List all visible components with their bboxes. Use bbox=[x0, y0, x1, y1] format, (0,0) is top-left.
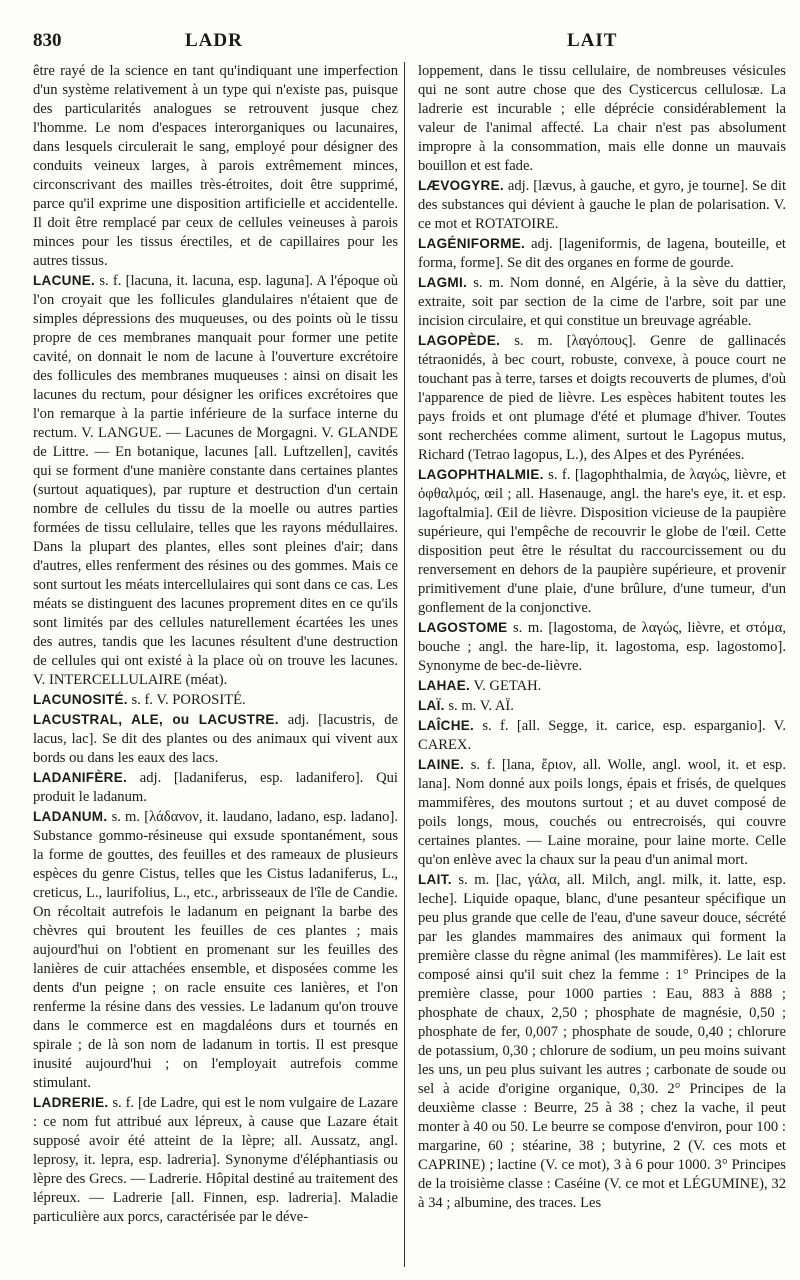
definition: s. f. [all. Segge, it. carice, esp. esparganio]. V. CAREX. bbox=[418, 718, 786, 753]
definition: s. f. [lagophthalmia, de λαγώς, lièvre, et ὀφθαλμός, œil ; all. Hasenauge, angl. the hare's eye, it. et esp. lagoftalmia]. Œil de lièvre. Disposition vicieuse de la paupière supérieure, qui l'empêche de recouvrir le globe de l'œil. Cette disposition peut être le résultat du raccourcissement ou du renversement en dehors de la paupière supérieure, et provenir primitivement d'une plaie, d'une brûlure, d'une tumeur, d'un gonflement de la conjonctive. bbox=[418, 467, 786, 616]
headword: LAINE. bbox=[418, 757, 465, 772]
definition: s. m. [λάδανον, it. laudano, ladano, esp. ladano]. Substance gommo-résineuse qui exsude spontanément, sous la forme de gouttes, des feuilles et des rameaux de plusieurs espèces du genre Cistus, telles que les Cistus ladaniferus, L., creticus, L., laurifolius, L., etc., arbrisseaux de l'île de Candie. On récoltait autrefois le ladanum en peignant la barbe des chèvres qui broutent les feuilles de ces plantes ; mais aujourd'hui on l'obtient en promenant sur les feuilles des lanières de cuir attachées ensemble, et disposées comme les dents d'un peigne ; on racle ensuite ces lanières, et l'on renferme la résine dans des vessies. Le ladanum qu'on trouve dans le commerce est en magdaléons durs et tournés en spirale ; de là son nom de ladanum in tortis. Il est presque inusité aujourd'hui ; on l'employait autrefois comme stimulant. bbox=[33, 809, 398, 1091]
entry-laine bbox=[418, 755, 786, 870]
headword: LADANUM. bbox=[33, 809, 108, 824]
entry-lahae bbox=[418, 676, 786, 696]
headword: LAGÉNIFORME. bbox=[418, 236, 526, 251]
definition: adj. [lævus, à gauche, et gyro, je tourne]. Se dit des substances qui dévient à gauche le plan de polarisation. V. ce mot et ROTATOIRE. bbox=[418, 178, 786, 232]
headword: LACUSTRAL, ALE, ou LACUSTRE. bbox=[33, 712, 279, 727]
headword: LACUNOSITÉ. bbox=[33, 692, 128, 707]
headword: LAIT. bbox=[418, 872, 452, 887]
headword: LAGOPÈDE. bbox=[418, 333, 501, 348]
left-running-head: LADR bbox=[185, 30, 243, 51]
headword: LADRERIE. bbox=[33, 1095, 109, 1110]
headword: LACUNE. bbox=[33, 273, 96, 288]
headword: LAGOSTOME bbox=[418, 620, 508, 635]
right-running-head: LAIT bbox=[567, 30, 618, 51]
definition: adj. [lacustris, de lacus, lac]. Se dit des plantes ou des animaux qui vivent aux bords ou dans les eaux des lacs. bbox=[33, 712, 398, 766]
headword: LAÎCHE. bbox=[418, 718, 475, 733]
right-column bbox=[418, 62, 786, 1272]
definition: s. m. Nom donné, en Algérie, à la sève du dattier, extraite, soit par section de la cime de l'arbre, soit par une incision circulaire, et qui constitue un breuvage agréable. bbox=[418, 275, 786, 329]
headword: LAHAE. bbox=[418, 678, 471, 693]
definition: s. m. [lac, γάλα, all. Milch, angl. milk, it. latte, esp. leche]. Liquide opaque, blanc, d'une pesanteur spécifique un peu plus grande que celle de l'eau, d'une saveur douce, sécrété par les glandes mammaires des animaux qui forment la première classe du règne animal (les mammifères). Le lait est composé ainsi qu'il suit chez la femme : 1° Principes de la première classe, pour 1000 parties : Eau, 883 à 888 ; phosphate de chaux, 2,50 ; phosphate de magnésie, 0,50 ; phosphate de fer, 0,007 ; phosphate de soude, 0,40 ; chlorure de potassium, 0,30 ; chlorure de sodium, un peu moins suivant les uns, un peu plus suivant les autres ; carbonate de soude ou sel à acide d'origine organique, 0,30. 2° Principes de la deuxième classe : Beurre, 25 à 38 ; chez la vache, il peut monter à 40 ou 50. Le beurre se compose d'environ, pour 100 : margarine, 60 ; stéarine, 38 ; butyrine, 2 (V. ces mots et CAPRINE) ; lactine (V. ce mot), 3 à 6 pour 1000. 3° Principes de la troisième classe : Caséine (V. ce mot et LÉGUMINE), 32 à 34 ; albumine, des traces. Les bbox=[418, 872, 786, 1211]
entry-ladrerie bbox=[33, 1093, 398, 1227]
definition: s. f. [de Ladre, qui est le nom vulgaire de Lazare : ce nom fut attribué aux lépreux, à cause que Lazare était supposé avoir été atteint de la lèpre; all. Aussatz, angl. leprosy, it. lepra, esp. ladreria]. Synonyme d'éléphantiasis ou lèpre des Grecs. — Ladrerie. Hôpital destiné au traitement des lépreux. — Ladrerie [all. Finnen, esp. ladreria]. Maladie particulière aux porcs, caractérisée par le déve- bbox=[33, 1095, 398, 1225]
entry-laevogyre bbox=[418, 176, 786, 234]
entry-lagmi bbox=[418, 273, 786, 331]
entry-ladanifere bbox=[33, 768, 398, 807]
continuation-text: loppement, dans le tissu cellulaire, de nombreuses vésicules qui ne sont autre chose que des Cysticercus cellulosæ. La ladrerie est incurable ; elle déprécie considérablement la valeur de l'animal affecté. La chair n'est pas absolument impropre à la consommation, mais elle donne un mauvais bouillon et est fade. bbox=[418, 63, 786, 174]
definition: s. m. [λαγόπους]. Genre de gallinacés tétraonidés, à bec court, robuste, convexe, à pouce court ne touchant pas à terre, tarses et doigts recouverts de plumes, d'où l'apparence de pied de lièvre. Les espèces habitent toutes les pays froids et ont plumage d'été et plumage d'hiver. Toutes sont recherchées comme aliment, surtout le Lagopus mutus, Richard (Tetrao lagopus, L.), des Alpes et des Pyrénées. bbox=[418, 333, 786, 463]
entry-laiche bbox=[418, 716, 786, 755]
headword: LÆVOGYRE. bbox=[418, 178, 504, 193]
definition: adj. [ladaniferus, esp. ladanifero]. Qui produit le ladanum. bbox=[33, 770, 398, 805]
entry-lacustral bbox=[33, 710, 398, 768]
definition: s. f. [lacuna, it. lacuna, esp. laguna]. A l'époque où l'on croyait que les follicules glandulaires n'étaient que de simples dépressions des muqueuses, ou des points où le tissu propre de ces membranes manquait pour former une petite cavité, on donnait le nom de lacune à l'ouverture excrétoire des follicules des membranes muqueuses : ainsi on disait les lacunes du rectum, pour désigner les orifices excrétoires que l'on remarque à la partie inférieure de la surface interne du rectum. V. LANGUE. — Lacunes de Morgagni. V. GLANDE de Littre. — En botanique, lacunes [all. Luftzellen], cavités qui se forment d'une manière constante dans certaines plantes (surtout aquatiques), par rupture et destruction d'un certain nombre de cellules du tissu de la moelle ou autres parties formées de tissu cellulaire, telles que les rayons médullaires. Dans la plupart des plantes, elles sont pleines d'air; dans d'autres, elles renferment des résines ou des gommes. Mais ce sont surtout les méats intercellulaires qui sont dans ce cas. Les méats se distinguent des lacunes proprement dites en ce qu'ils sont limités par des cellules naturellement écartées les unes des autres, tandis que les lacunes résultent d'une destruction de cellules qui ont existé à la place où on trouve les lacunes. V. INTERCELLULAIRE (méat). bbox=[33, 273, 398, 688]
entry-lagostome bbox=[418, 618, 786, 676]
headword: LAGMI. bbox=[418, 275, 468, 290]
headword: LAGOPHTHALMIE. bbox=[418, 467, 544, 482]
entry-lait bbox=[418, 870, 786, 1213]
definition: s. f. [lana, ἔριον, all. Wolle, angl. wool, it. et esp. lana]. Nom donné aux poils longs, épais et frisés, de quelques mammifères, des moutons surtout ; et au duvet composé de poils longs, mous, couchés ou entrecroisés, qui couvre certaines plantes. — Laine moraine, pour laine morte. Celle qu'on enlève avec la chaux sur la peau d'un animal mort. bbox=[418, 757, 786, 868]
headword: LAÏ. bbox=[418, 698, 445, 713]
definition: s. m. V. AÏ. bbox=[448, 698, 514, 714]
left-column bbox=[33, 62, 398, 1272]
definition: s. m. [lagostoma, de λαγώς, lièvre, et στόμα, bouche ; angl. the hare-lip, it. lagostoma, esp. lagostomo]. Synonyme de bec-de-lièvre. bbox=[418, 620, 786, 674]
column-divider bbox=[404, 62, 405, 1267]
entry-lacunosite bbox=[33, 690, 398, 710]
entry-lagopede bbox=[418, 331, 786, 465]
headword: LADANIFÈRE. bbox=[33, 770, 128, 785]
page-number: 830 bbox=[33, 30, 62, 51]
definition: V. GETAH. bbox=[473, 678, 542, 694]
entry-ladanum bbox=[33, 807, 398, 1093]
entry-lacune bbox=[33, 271, 398, 690]
entry-lagophthalmie bbox=[418, 465, 786, 618]
continuation-text: être rayé de la science en tant qu'indiquant une imperfection d'un système relativement à un type qui n'existe pas, puisque des particularités analogues se retrouvent jusque chez l'homme. Le nom d'espaces interorganiques ou lacunaires, dans lesquels circulerait le sang, employé pour désigner des conduits veineux larges, à parois extrêmement minces, circonscrivant des mailles très-étroites, doit être supprimé, parce qu'il exprime une disposition artificielle et accidentelle. Il doit être remplacé par ceux de cellules veineuses à parois minces pour les tissus érectiles, et de capillaires pour les autres tissus. bbox=[33, 63, 398, 269]
entry-lai bbox=[418, 696, 786, 716]
definition: s. f. V. POROSITÉ. bbox=[131, 692, 246, 708]
definition: adj. [lageniformis, de lagena, bouteille, et forma, forme]. Se dit des organes en forme de gourde. bbox=[418, 236, 786, 271]
entry-lageniforme bbox=[418, 234, 786, 273]
running-header bbox=[0, 30, 800, 60]
